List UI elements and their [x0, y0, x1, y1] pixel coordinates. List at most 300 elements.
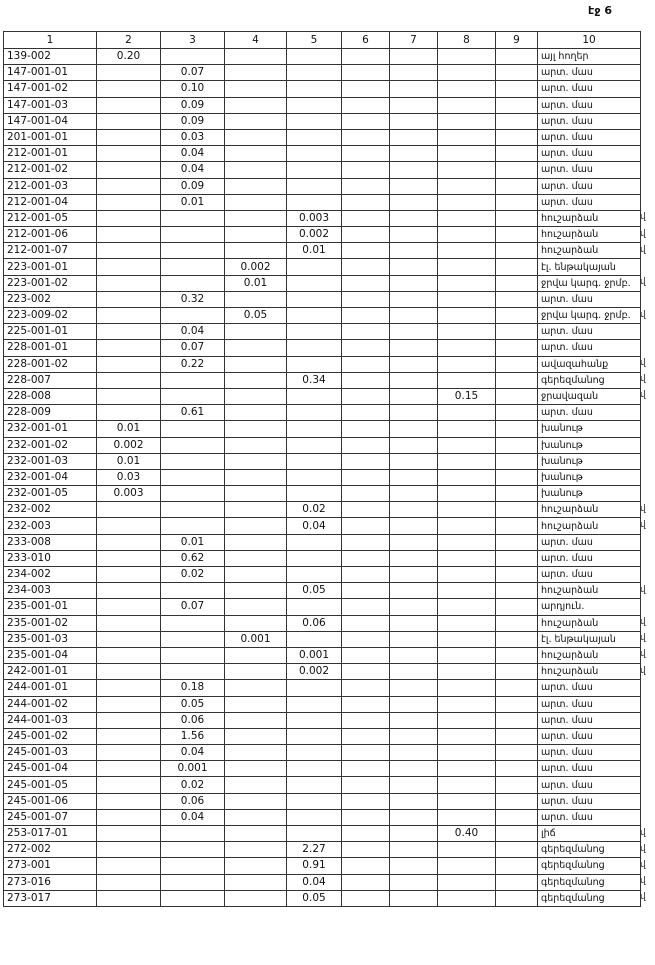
area-cell [390, 340, 438, 356]
column-header: 2 [97, 32, 161, 49]
margin-mark: վ [640, 519, 646, 530]
area-cell [342, 469, 390, 485]
area-cell [438, 712, 496, 728]
area-cell [438, 146, 496, 162]
margin-mark: վ [640, 649, 646, 660]
area-cell [97, 291, 161, 307]
area-cell [342, 243, 390, 259]
area-cell [225, 664, 287, 680]
area-cell [390, 162, 438, 178]
area-cell [225, 550, 287, 566]
area-cell [342, 259, 390, 275]
table-row [4, 567, 641, 583]
area-cell [390, 469, 438, 485]
area-cell [342, 49, 390, 65]
area-cell: 0.04 [161, 745, 225, 761]
area-cell [496, 194, 538, 210]
area-cell [97, 97, 161, 113]
area-cell [97, 388, 161, 404]
land-use-cell: խանութ [538, 469, 641, 485]
area-cell [438, 405, 496, 421]
table-row [4, 194, 641, 210]
parcel-code-cell: 232-001-03 [4, 453, 97, 469]
area-cell [161, 453, 225, 469]
area-cell [390, 518, 438, 534]
area-cell [287, 113, 342, 129]
table-row [4, 259, 641, 275]
area-cell: 0.003 [97, 486, 161, 502]
table-row [4, 777, 641, 793]
area-cell [342, 728, 390, 744]
land-use-cell: արտ. մաս [538, 146, 641, 162]
area-cell: 0.01 [161, 194, 225, 210]
area-cell [97, 356, 161, 372]
area-cell [287, 129, 342, 145]
table-row [4, 453, 641, 469]
area-cell [287, 259, 342, 275]
table-row [4, 793, 641, 809]
column-header: 8 [438, 32, 496, 49]
parcel-code-cell: 223-002 [4, 291, 97, 307]
land-use-cell: ջրավազան [538, 388, 641, 404]
area-cell [287, 599, 342, 615]
margin-mark: վ [640, 309, 646, 320]
area-cell [342, 550, 390, 566]
area-cell [161, 583, 225, 599]
parcel-code-cell: 225-001-01 [4, 324, 97, 340]
land-use-cell: արտ. մաս [538, 534, 641, 550]
parcel-code-cell: 245-001-07 [4, 809, 97, 825]
area-cell [225, 129, 287, 145]
table-row [4, 745, 641, 761]
area-cell [390, 372, 438, 388]
area-cell [161, 664, 225, 680]
area-cell [438, 550, 496, 566]
area-cell [342, 275, 390, 291]
area-cell: 0.05 [161, 696, 225, 712]
table-row [4, 372, 641, 388]
area-cell [390, 291, 438, 307]
area-cell [97, 842, 161, 858]
margin-mark: վ [640, 212, 646, 223]
area-cell [390, 324, 438, 340]
table-row [4, 227, 641, 243]
area-cell [390, 486, 438, 502]
area-cell: 0.05 [287, 583, 342, 599]
table-row [4, 599, 641, 615]
parcel-code-cell: 139-002 [4, 49, 97, 65]
area-cell [287, 809, 342, 825]
area-cell [390, 421, 438, 437]
area-cell [496, 890, 538, 906]
table-row [4, 340, 641, 356]
land-use-cell: արտ. մաս [538, 550, 641, 566]
land-use-cell: արտ. մաս [538, 567, 641, 583]
area-cell [97, 696, 161, 712]
area-cell [390, 550, 438, 566]
area-cell [97, 113, 161, 129]
land-use-cell: արտ. մաս [538, 194, 641, 210]
land-use-cell: արտ. մաս [538, 777, 641, 793]
table-row [4, 518, 641, 534]
table-row [4, 696, 641, 712]
area-cell [225, 615, 287, 631]
area-cell [496, 146, 538, 162]
margin-mark: վ [640, 617, 646, 628]
table-row [4, 275, 641, 291]
area-cell [225, 599, 287, 615]
area-cell [496, 664, 538, 680]
area-cell [438, 227, 496, 243]
area-cell [161, 372, 225, 388]
table-row [4, 65, 641, 81]
area-cell [225, 745, 287, 761]
area-cell [97, 761, 161, 777]
table-row [4, 842, 641, 858]
area-cell [97, 308, 161, 324]
area-cell: 0.09 [161, 178, 225, 194]
land-use-cell: արտ. մաս [538, 405, 641, 421]
area-cell [97, 502, 161, 518]
area-cell [438, 842, 496, 858]
area-cell: 0.40 [438, 826, 496, 842]
area-cell [342, 210, 390, 226]
area-cell [496, 874, 538, 890]
area-cell [225, 113, 287, 129]
column-header: 5 [287, 32, 342, 49]
area-cell [438, 664, 496, 680]
area-cell [225, 437, 287, 453]
area-cell [342, 356, 390, 372]
area-cell [438, 680, 496, 696]
parcel-code-cell: 223-001-02 [4, 275, 97, 291]
area-cell [225, 567, 287, 583]
area-cell: 0.91 [287, 858, 342, 874]
area-cell [97, 405, 161, 421]
area-cell: 0.002 [287, 227, 342, 243]
land-use-cell: հուշարձան [538, 502, 641, 518]
area-cell [97, 615, 161, 631]
area-cell [390, 259, 438, 275]
parcel-code-cell: 147-001-04 [4, 113, 97, 129]
area-cell [390, 437, 438, 453]
land-use-cell: հուշարձան [538, 647, 641, 663]
area-cell: 0.002 [97, 437, 161, 453]
area-cell: 0.62 [161, 550, 225, 566]
area-cell [287, 728, 342, 744]
land-use-cell: արտ. մաս [538, 680, 641, 696]
land-use-cell: գերեզմանոց [538, 372, 641, 388]
area-cell [225, 65, 287, 81]
land-use-cell: արտ. մաս [538, 65, 641, 81]
area-cell [496, 227, 538, 243]
area-cell [496, 437, 538, 453]
area-cell [342, 745, 390, 761]
land-use-cell: արտ. մաս [538, 340, 641, 356]
area-cell [287, 146, 342, 162]
parcel-code-cell: 228-008 [4, 388, 97, 404]
area-cell [390, 113, 438, 129]
area-cell [438, 793, 496, 809]
area-cell: 0.002 [225, 259, 287, 275]
area-cell [390, 534, 438, 550]
area-cell [390, 631, 438, 647]
area-cell [438, 129, 496, 145]
column-header: 7 [390, 32, 438, 49]
area-cell [438, 599, 496, 615]
area-cell [342, 647, 390, 663]
area-cell [342, 664, 390, 680]
area-cell [225, 647, 287, 663]
area-cell [496, 647, 538, 663]
area-cell [287, 745, 342, 761]
area-cell: 0.01 [225, 275, 287, 291]
area-cell [496, 615, 538, 631]
parcel-code-cell: 245-001-06 [4, 793, 97, 809]
area-cell [97, 745, 161, 761]
land-use-cell: հուշարձան [538, 615, 641, 631]
area-cell [225, 405, 287, 421]
area-cell [97, 518, 161, 534]
area-cell [97, 599, 161, 615]
area-cell [342, 81, 390, 97]
table-row [4, 534, 641, 550]
area-cell [287, 567, 342, 583]
area-cell [390, 81, 438, 97]
table-row [4, 405, 641, 421]
area-cell: 0.07 [161, 340, 225, 356]
area-cell [342, 809, 390, 825]
parcel-code-cell: 234-002 [4, 567, 97, 583]
area-cell [438, 761, 496, 777]
area-cell [438, 65, 496, 81]
parcel-code-cell: 228-007 [4, 372, 97, 388]
area-cell [342, 227, 390, 243]
area-cell [496, 842, 538, 858]
area-cell [390, 227, 438, 243]
table-row [4, 97, 641, 113]
area-cell [438, 194, 496, 210]
area-cell [496, 275, 538, 291]
area-cell [287, 826, 342, 842]
land-use-cell: արտ. մաս [538, 712, 641, 728]
area-cell [161, 308, 225, 324]
table-row [4, 502, 641, 518]
area-cell [342, 874, 390, 890]
area-cell [225, 469, 287, 485]
parcel-code-cell: 272-002 [4, 842, 97, 858]
area-cell [225, 761, 287, 777]
parcel-code-cell: 234-003 [4, 583, 97, 599]
area-cell [97, 712, 161, 728]
area-cell [342, 696, 390, 712]
area-cell [438, 583, 496, 599]
area-cell [97, 340, 161, 356]
parcel-code-cell: 235-001-01 [4, 599, 97, 615]
area-cell [342, 826, 390, 842]
table-row [4, 308, 641, 324]
parcel-code-cell: 201-001-01 [4, 129, 97, 145]
area-cell [496, 372, 538, 388]
table-row [4, 647, 641, 663]
area-cell [161, 210, 225, 226]
area-cell [287, 356, 342, 372]
parcel-code-cell: 212-001-02 [4, 162, 97, 178]
area-cell [390, 890, 438, 906]
area-cell [287, 178, 342, 194]
area-cell [438, 178, 496, 194]
area-cell: 0.20 [97, 49, 161, 65]
area-cell [438, 631, 496, 647]
area-cell [438, 469, 496, 485]
margin-mark: վ [640, 876, 646, 887]
table-row [4, 162, 641, 178]
area-cell [225, 324, 287, 340]
land-use-cell: հուշարձան [538, 243, 641, 259]
parcel-code-cell: 235-001-02 [4, 615, 97, 631]
area-cell [342, 793, 390, 809]
margin-mark: վ [640, 843, 646, 854]
area-cell [390, 664, 438, 680]
area-cell [287, 308, 342, 324]
area-cell [342, 858, 390, 874]
area-cell [225, 680, 287, 696]
area-cell [225, 227, 287, 243]
area-cell [225, 81, 287, 97]
area-cell: 2.27 [287, 842, 342, 858]
area-cell [161, 259, 225, 275]
area-cell [342, 291, 390, 307]
land-use-cell: ջրվա կարգ. ջրմբ. [538, 275, 641, 291]
area-cell: 0.09 [161, 113, 225, 129]
land-use-cell: արտ. մաս [538, 809, 641, 825]
area-cell [496, 97, 538, 113]
margin-mark: վ [640, 665, 646, 676]
land-use-cell: արտ. մաս [538, 81, 641, 97]
parcel-code-cell: 228-001-02 [4, 356, 97, 372]
area-cell: 0.10 [161, 81, 225, 97]
area-cell [390, 97, 438, 113]
area-cell [161, 631, 225, 647]
area-cell [390, 275, 438, 291]
table-row [4, 49, 641, 65]
parcel-code-cell: 212-001-05 [4, 210, 97, 226]
area-cell [225, 826, 287, 842]
margin-mark: վ [640, 859, 646, 870]
land-use-cell: գերեզմանոց [538, 890, 641, 906]
area-cell [225, 210, 287, 226]
area-cell [97, 567, 161, 583]
area-cell [342, 518, 390, 534]
table-row [4, 81, 641, 97]
land-use-cell: արտ. մաս [538, 291, 641, 307]
table-row [4, 469, 641, 485]
parcel-code-cell: 242-001-01 [4, 664, 97, 680]
area-cell [225, 421, 287, 437]
area-cell [342, 146, 390, 162]
page-number: էջ 6 [588, 4, 612, 17]
area-cell [390, 388, 438, 404]
area-cell [97, 178, 161, 194]
area-cell [161, 469, 225, 485]
area-cell [438, 49, 496, 65]
area-cell [161, 826, 225, 842]
area-cell [287, 324, 342, 340]
area-cell: 0.01 [97, 453, 161, 469]
area-cell: 0.04 [161, 809, 225, 825]
area-cell [438, 874, 496, 890]
parcel-code-cell: 245-001-02 [4, 728, 97, 744]
area-cell [496, 259, 538, 275]
area-cell: 0.18 [161, 680, 225, 696]
area-cell [287, 97, 342, 113]
table-row [4, 890, 641, 906]
land-use-cell: խանութ [538, 421, 641, 437]
area-cell [496, 793, 538, 809]
area-cell [438, 113, 496, 129]
area-cell [390, 728, 438, 744]
area-cell [438, 696, 496, 712]
area-cell [390, 129, 438, 145]
parcel-code-cell: 212-001-06 [4, 227, 97, 243]
area-cell [225, 178, 287, 194]
area-cell [496, 210, 538, 226]
area-cell [496, 518, 538, 534]
land-use-cell: արտ. մաս [538, 761, 641, 777]
area-cell [161, 243, 225, 259]
area-cell [438, 356, 496, 372]
land-use-cell: ավազահանք [538, 356, 641, 372]
area-cell [496, 308, 538, 324]
area-cell [496, 65, 538, 81]
land-use-cell: գերեզմանոց [538, 858, 641, 874]
area-cell: 0.002 [287, 664, 342, 680]
parcel-code-cell: 232-001-01 [4, 421, 97, 437]
margin-mark: վ [640, 244, 646, 255]
area-cell [390, 842, 438, 858]
area-cell [97, 81, 161, 97]
area-cell [342, 631, 390, 647]
area-cell [438, 809, 496, 825]
area-cell [225, 728, 287, 744]
area-cell [496, 356, 538, 372]
area-cell: 0.001 [287, 647, 342, 663]
area-cell [342, 308, 390, 324]
area-cell [342, 437, 390, 453]
parcel-code-cell: 232-001-05 [4, 486, 97, 502]
area-cell [342, 178, 390, 194]
table-row [4, 129, 641, 145]
area-cell [438, 308, 496, 324]
area-cell [390, 583, 438, 599]
margin-mark: վ [640, 374, 646, 385]
table-row [4, 728, 641, 744]
area-cell [97, 777, 161, 793]
area-cell [97, 259, 161, 275]
margin-mark: վ [640, 358, 646, 369]
area-cell [287, 49, 342, 65]
parcel-code-cell: 232-003 [4, 518, 97, 534]
area-cell [496, 534, 538, 550]
parcel-code-cell: 147-001-02 [4, 81, 97, 97]
area-cell [287, 421, 342, 437]
area-cell: 0.04 [287, 518, 342, 534]
area-cell [390, 65, 438, 81]
area-cell [390, 761, 438, 777]
table-row [4, 178, 641, 194]
area-cell [342, 405, 390, 421]
area-cell [496, 550, 538, 566]
